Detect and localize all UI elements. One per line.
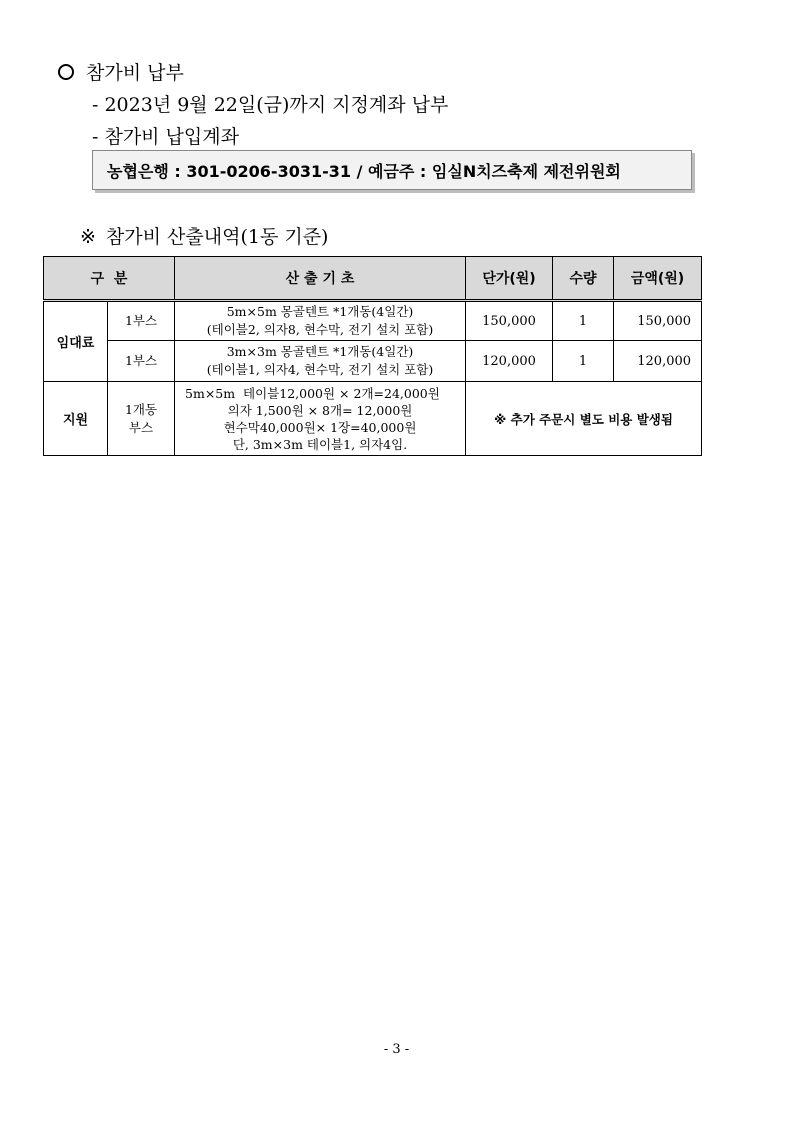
payment-account-label: - 참가비 납입계좌 bbox=[92, 126, 239, 148]
unit-cell: 1부스 bbox=[108, 341, 175, 382]
basis-line: (테이블2, 의자8, 현수막, 전기 설치 포함) bbox=[206, 322, 434, 337]
section-heading bbox=[58, 58, 184, 85]
basis-cell bbox=[175, 341, 466, 382]
bank-account-box bbox=[92, 150, 692, 190]
basis-line: 5m×5m 몽골텐트 *1개동(4일간) bbox=[226, 304, 414, 319]
amount-cell: 120,000 bbox=[614, 341, 702, 382]
page-number: - 3 - bbox=[383, 1042, 410, 1057]
support-spec-cell bbox=[175, 382, 466, 456]
fee-breakdown-note bbox=[80, 222, 328, 249]
spec-line: 5m×5m 테이블12,000원 × 2개=24,000원 bbox=[185, 385, 440, 401]
unit-cell: 1부스 bbox=[108, 301, 175, 341]
unit-cell bbox=[108, 382, 175, 456]
header-quantity: 수량 bbox=[553, 257, 614, 301]
quantity-cell: 1 bbox=[553, 341, 614, 382]
reference-mark: ※ bbox=[80, 226, 96, 248]
table-row bbox=[44, 341, 702, 382]
table-header-row bbox=[44, 257, 702, 301]
fee-breakdown-title: 참가비 산출내역(1동 기준) bbox=[105, 226, 329, 248]
spec-line: 의자 1,500원 × 8개= 12,000원 bbox=[227, 402, 413, 418]
bank-account-text: 농협은행 : 301-0206-3031-31 / 예금주 : 임실N치즈축제 제전위원회 bbox=[107, 161, 621, 181]
extra-cost-note: ※ 추가 주문시 별도 비용 발생됨 bbox=[466, 382, 702, 456]
basis-line: (테이블1, 의자4, 현수막, 전기 설치 포함) bbox=[206, 362, 434, 377]
quantity-cell: 1 bbox=[553, 301, 614, 341]
header-amount: 금액(원) bbox=[614, 257, 702, 301]
header-basis: 산 출 기 초 bbox=[175, 257, 466, 301]
spec-line: 단, 3m×3m 테이블1, 의자4임. bbox=[232, 436, 408, 452]
unit-line: 부스 bbox=[128, 419, 154, 435]
table-row bbox=[44, 301, 702, 341]
header-category: 구 분 bbox=[44, 257, 175, 301]
amount-cell: 150,000 bbox=[614, 301, 702, 341]
fee-calculation-table bbox=[43, 256, 702, 456]
basis-cell bbox=[175, 301, 466, 341]
support-label: 지원 bbox=[44, 382, 108, 456]
table-row bbox=[44, 382, 702, 456]
rental-label: 임대료 bbox=[44, 301, 108, 382]
unit-price-cell: 150,000 bbox=[466, 301, 553, 341]
section-heading-text: 참가비 납부 bbox=[86, 62, 184, 84]
header-unit-price: 단가(원) bbox=[466, 257, 553, 301]
unit-price-cell: 120,000 bbox=[466, 341, 553, 382]
unit-line: 1개동 bbox=[124, 401, 158, 417]
payment-deadline-text: - 2023년 9월 22일(금)까지 지정계좌 납부 bbox=[92, 94, 449, 116]
basis-line: 3m×3m 몽골텐트 *1개동(4일간) bbox=[226, 344, 414, 359]
circle-bullet-icon bbox=[58, 64, 74, 80]
spec-line: 현수막40,000원× 1장=40,000원 bbox=[223, 419, 417, 435]
